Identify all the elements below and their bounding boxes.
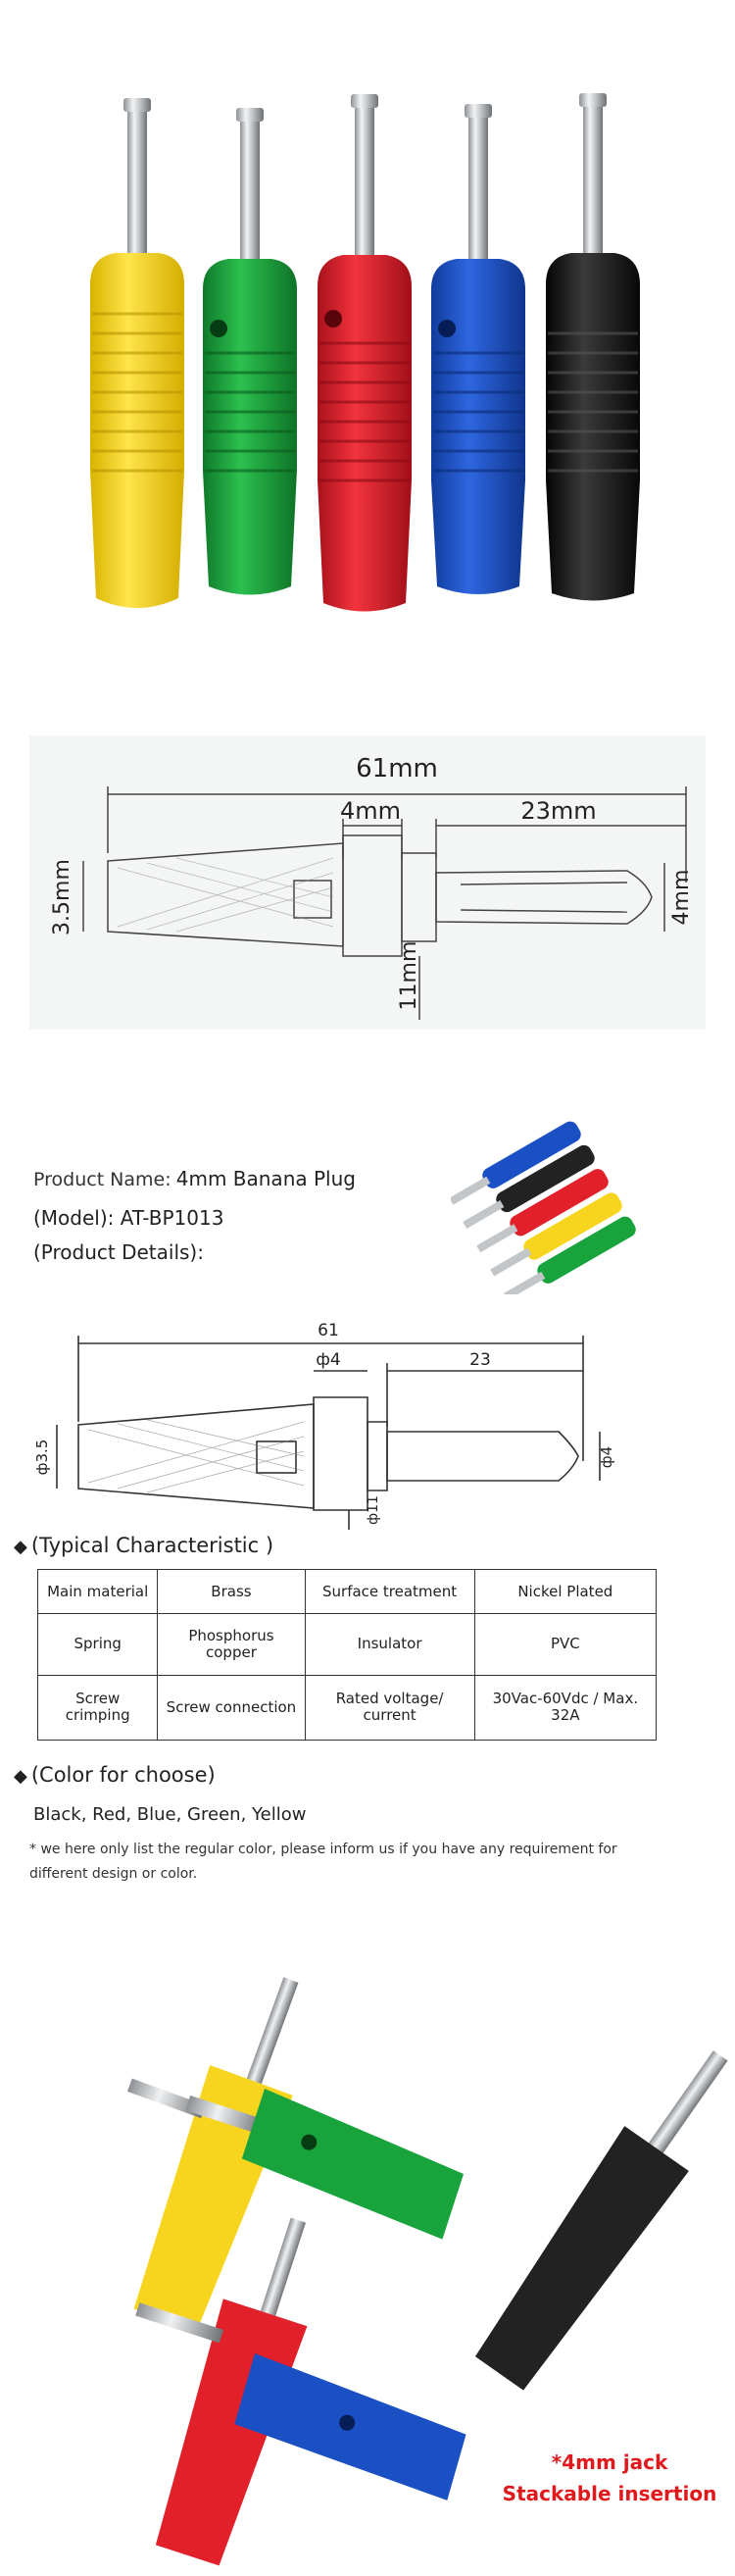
table-cell: Screw connection (158, 1675, 305, 1740)
plug-black (546, 93, 640, 601)
plug-yellow (90, 98, 184, 608)
product-name-value: 4mm Banana Plug (175, 1167, 356, 1190)
plug-green (203, 108, 297, 595)
diamond-bullet-icon: ◆ (14, 1766, 27, 1787)
model-line: (Model): AT-BP1013 (33, 1206, 224, 1230)
table-cell: 30Vac-60Vdc / Max. 32A (474, 1675, 656, 1740)
table-row (38, 1614, 657, 1675)
diamond-bullet-icon: ◆ (14, 1537, 27, 1557)
dim-grip-dia: 11mm (397, 940, 421, 1011)
dim-body-dia: 3.5mm (50, 859, 74, 935)
product-name-line (33, 1167, 356, 1190)
table-row (38, 1675, 657, 1740)
dim-overall: 61mm (356, 754, 438, 783)
colors-heading: ◆ (Color for choose) (14, 1763, 216, 1787)
table-cell: Spring (38, 1614, 158, 1675)
table-row (38, 1570, 657, 1614)
plug-blue (431, 104, 525, 594)
dimension-drawing-mm (0, 735, 735, 1030)
model-label: (Model) (33, 1206, 108, 1230)
table-cell: Brass (158, 1570, 305, 1614)
dim-collar: 4mm (339, 797, 402, 825)
stackable-callout (502, 2447, 717, 2509)
table-cell: Nickel Plated (474, 1570, 656, 1614)
stack-plug-blue (230, 2353, 471, 2500)
stack-plug-black (467, 2034, 735, 2396)
callout-line-1: *4mm jack (551, 2450, 668, 2474)
stacked-plugs-thumbnail (451, 1118, 706, 1294)
dim2-grip-dia: ф11 (366, 1495, 381, 1525)
dim-pin-length: 23mm (520, 797, 597, 825)
product-info (0, 1118, 735, 1294)
table-cell: Phosphorus copper (158, 1614, 305, 1675)
characteristic-heading: ◆ (Typical Characteristic ) (14, 1534, 274, 1557)
characteristic-table (37, 1569, 657, 1741)
colors-list: Black, Red, Blue, Green, Yellow (33, 1804, 307, 1825)
dim2-overall: 61 (318, 1321, 339, 1340)
dim2-collar: ф4 (316, 1350, 341, 1370)
table-cell: Screw crimping (38, 1675, 158, 1740)
dim2-pin: 23 (469, 1350, 491, 1370)
details-line (33, 1240, 204, 1264)
plug-red (318, 94, 412, 612)
callout-line-2: Stackable insertion (502, 2482, 717, 2505)
dim-pin-dia: 4mm (669, 869, 694, 926)
dim2-pin-dia: ф4 (598, 1445, 615, 1469)
table-cell: Rated voltage/ current (305, 1675, 474, 1740)
hero-photo (0, 0, 735, 637)
table-cell: Insulator (305, 1614, 474, 1675)
details-label: (Product Details): (33, 1240, 204, 1264)
table-cell: PVC (474, 1614, 656, 1675)
colors-note: * we here only list the regular color, please inform us if you have any requirement for different design or color. (29, 1842, 617, 1882)
dim2-body-dia: ф3.5 (33, 1439, 51, 1476)
product-name-label: Product Name: (33, 1169, 172, 1190)
model-value: AT-BP1013 (120, 1206, 224, 1230)
dimension-drawing-outline (0, 1314, 735, 1530)
table-cell: Surface treatment (305, 1570, 474, 1614)
hero-plugs-illustration (0, 0, 735, 637)
stacking-photo (0, 1893, 735, 2576)
table-cell: Main material (38, 1570, 158, 1614)
